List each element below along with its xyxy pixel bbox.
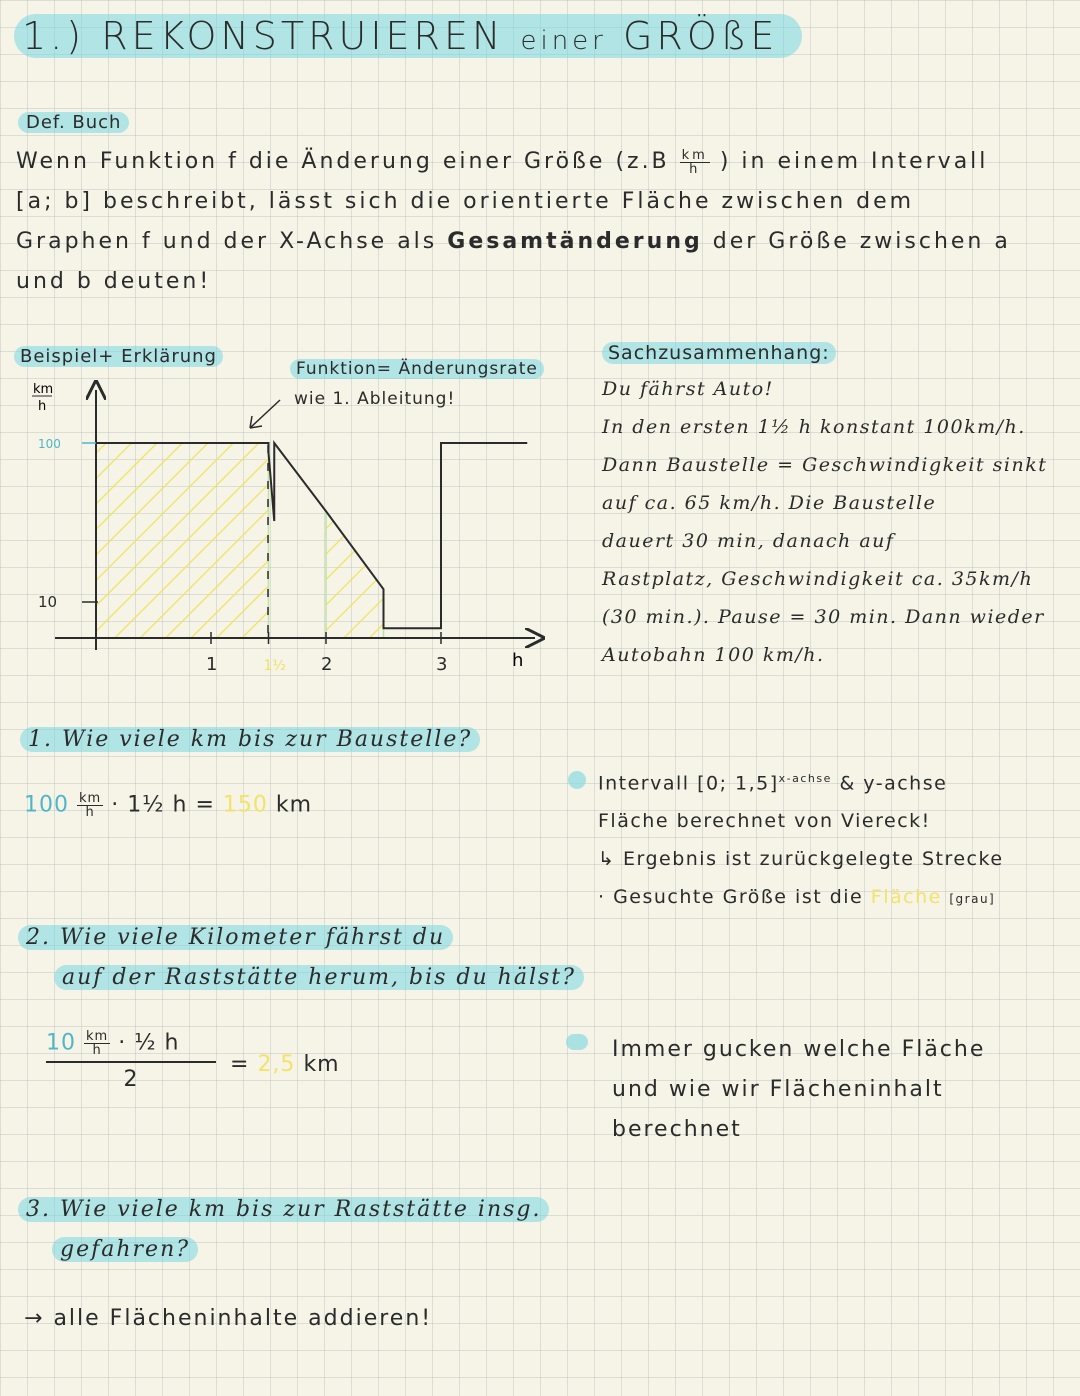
note-1-bullet [568,771,586,789]
context-line: Dann Baustelle = Geschwindigkeit sinkt [602,454,1048,476]
context-line: dauert 30 min, danach auf [602,530,895,552]
definition-bold-term: Gesamtänderung [447,229,703,254]
note-1-line-2: Fläche berechnet von Viereck! [598,810,931,833]
x-tick-label: 1 [206,654,218,675]
title-number: 1.) [22,14,86,58]
context-line: auf ca. 65 km/h. Die Baustelle [602,492,937,514]
question-1: 1. Wie viele km bis zur Baustelle? [20,727,480,752]
speed-chart [0,370,580,700]
calc-1-mult: · 1½ h = [111,792,215,818]
context-block [602,342,1077,674]
calc-2-result: = 2,5 km [230,1052,340,1077]
question-1-calculation [24,792,312,819]
y-unit-num: km [33,382,54,397]
definition-line-1: Wenn Funktion f die Änderung einer Größe (z.B $\frac{km}{h}$ ) in einem Intervall [16,147,989,177]
x-axis-label: h [512,650,524,671]
context-line: Autobahn 100 km/h. [602,644,825,666]
context-heading: Sachzusammenhang: [602,342,836,364]
title-word: einer [520,26,607,56]
context-line: (30 min.). Pause = 30 min. Dann wieder [602,606,1045,628]
shaded-area-1 [96,443,269,638]
definition-text [16,142,1076,302]
question-3-line-1: 3. Wie viele km bis zur Raststätte insg. [18,1197,549,1222]
note-1 [598,760,1004,918]
callout-line-2: wie 1. Ableitung! [294,389,456,409]
calc-1-unit: $\frac{km}{h}$ [79,791,102,820]
page-title [14,14,802,58]
arrow-right-icon: → [24,1306,45,1331]
definition-line-2: [a; b] beschreibt, lässt sich die orientierte Fläche zwischen dem [16,189,915,214]
calc-1-result: 150 [222,792,268,818]
x-tick-label: 3 [436,654,448,675]
calc-2-denominator: 2 [123,1067,139,1092]
definition-line-4: und b deuten! [16,269,212,294]
calc-1-unit-km: km [275,792,313,818]
note-1-line-1: Intervall [0; 1,5]$^{x-achse}$ & y-achse [598,772,948,795]
x-tick-label: 1½ [263,658,286,674]
note-2 [612,1030,985,1150]
note-1-line-3: ↳ Ergebnis ist zurückgelegte Strecke [598,848,1004,871]
note-1-line-4: · Gesuchte Größe ist die Fläche [grau] [598,886,996,909]
context-lines [602,370,1077,674]
note-2-bullet [566,1034,588,1050]
callout-line-1: Funktion= Änderungsrate [290,359,544,379]
shaded-area-2 [326,511,384,638]
title-end: GRÖßE [622,14,779,58]
calc-1-value: 100 [24,792,69,818]
context-line: Du fährst Auto! [602,378,774,400]
conclusion-text: alle Flächeninhalte addieren! [53,1306,433,1331]
y-tick-label: 100 [38,437,61,451]
context-line: Rastplatz, Geschwindigkeit ca. 35km/h [602,568,1034,590]
y-tick-label: 10 [38,593,58,611]
question-3-line-2: gefahren? [52,1237,198,1262]
note-2-line-1: Immer gucken welche Fläche [612,1037,986,1062]
question-2-line-2: auf der Raststätte herum, bis du hälst? [54,965,584,990]
example-label: Beispiel+ Erklärung [14,346,223,367]
question-2-line-1: 2. Wie viele Kilometer fährst du [18,925,453,950]
note-2-line-3: berechnet [612,1117,742,1142]
x-tick-label: 2 [321,654,333,675]
definition-line-3: Graphen f und der X-Achse als Gesamtänderung der Größe zwischen a [16,229,1011,254]
title-main: REKONSTRUIEREN [101,14,505,58]
callout-arrow [250,400,280,428]
note-2-line-2: und wie wir Flächeninhalt [612,1077,944,1102]
question-2 [18,918,584,998]
context-line: In den ersten 1½ h konstant 100km/h. [602,416,1026,438]
conclusion [24,1306,432,1331]
question-2-calculation: 10 $\frac{km}{h}$ · ½ h 2 [46,1030,216,1092]
y-unit-den: h [38,399,47,414]
question-3 [18,1190,549,1270]
unit-fraction: $\frac{km}{h}$ [681,147,708,177]
definition-label: Def. Buch [18,112,129,133]
